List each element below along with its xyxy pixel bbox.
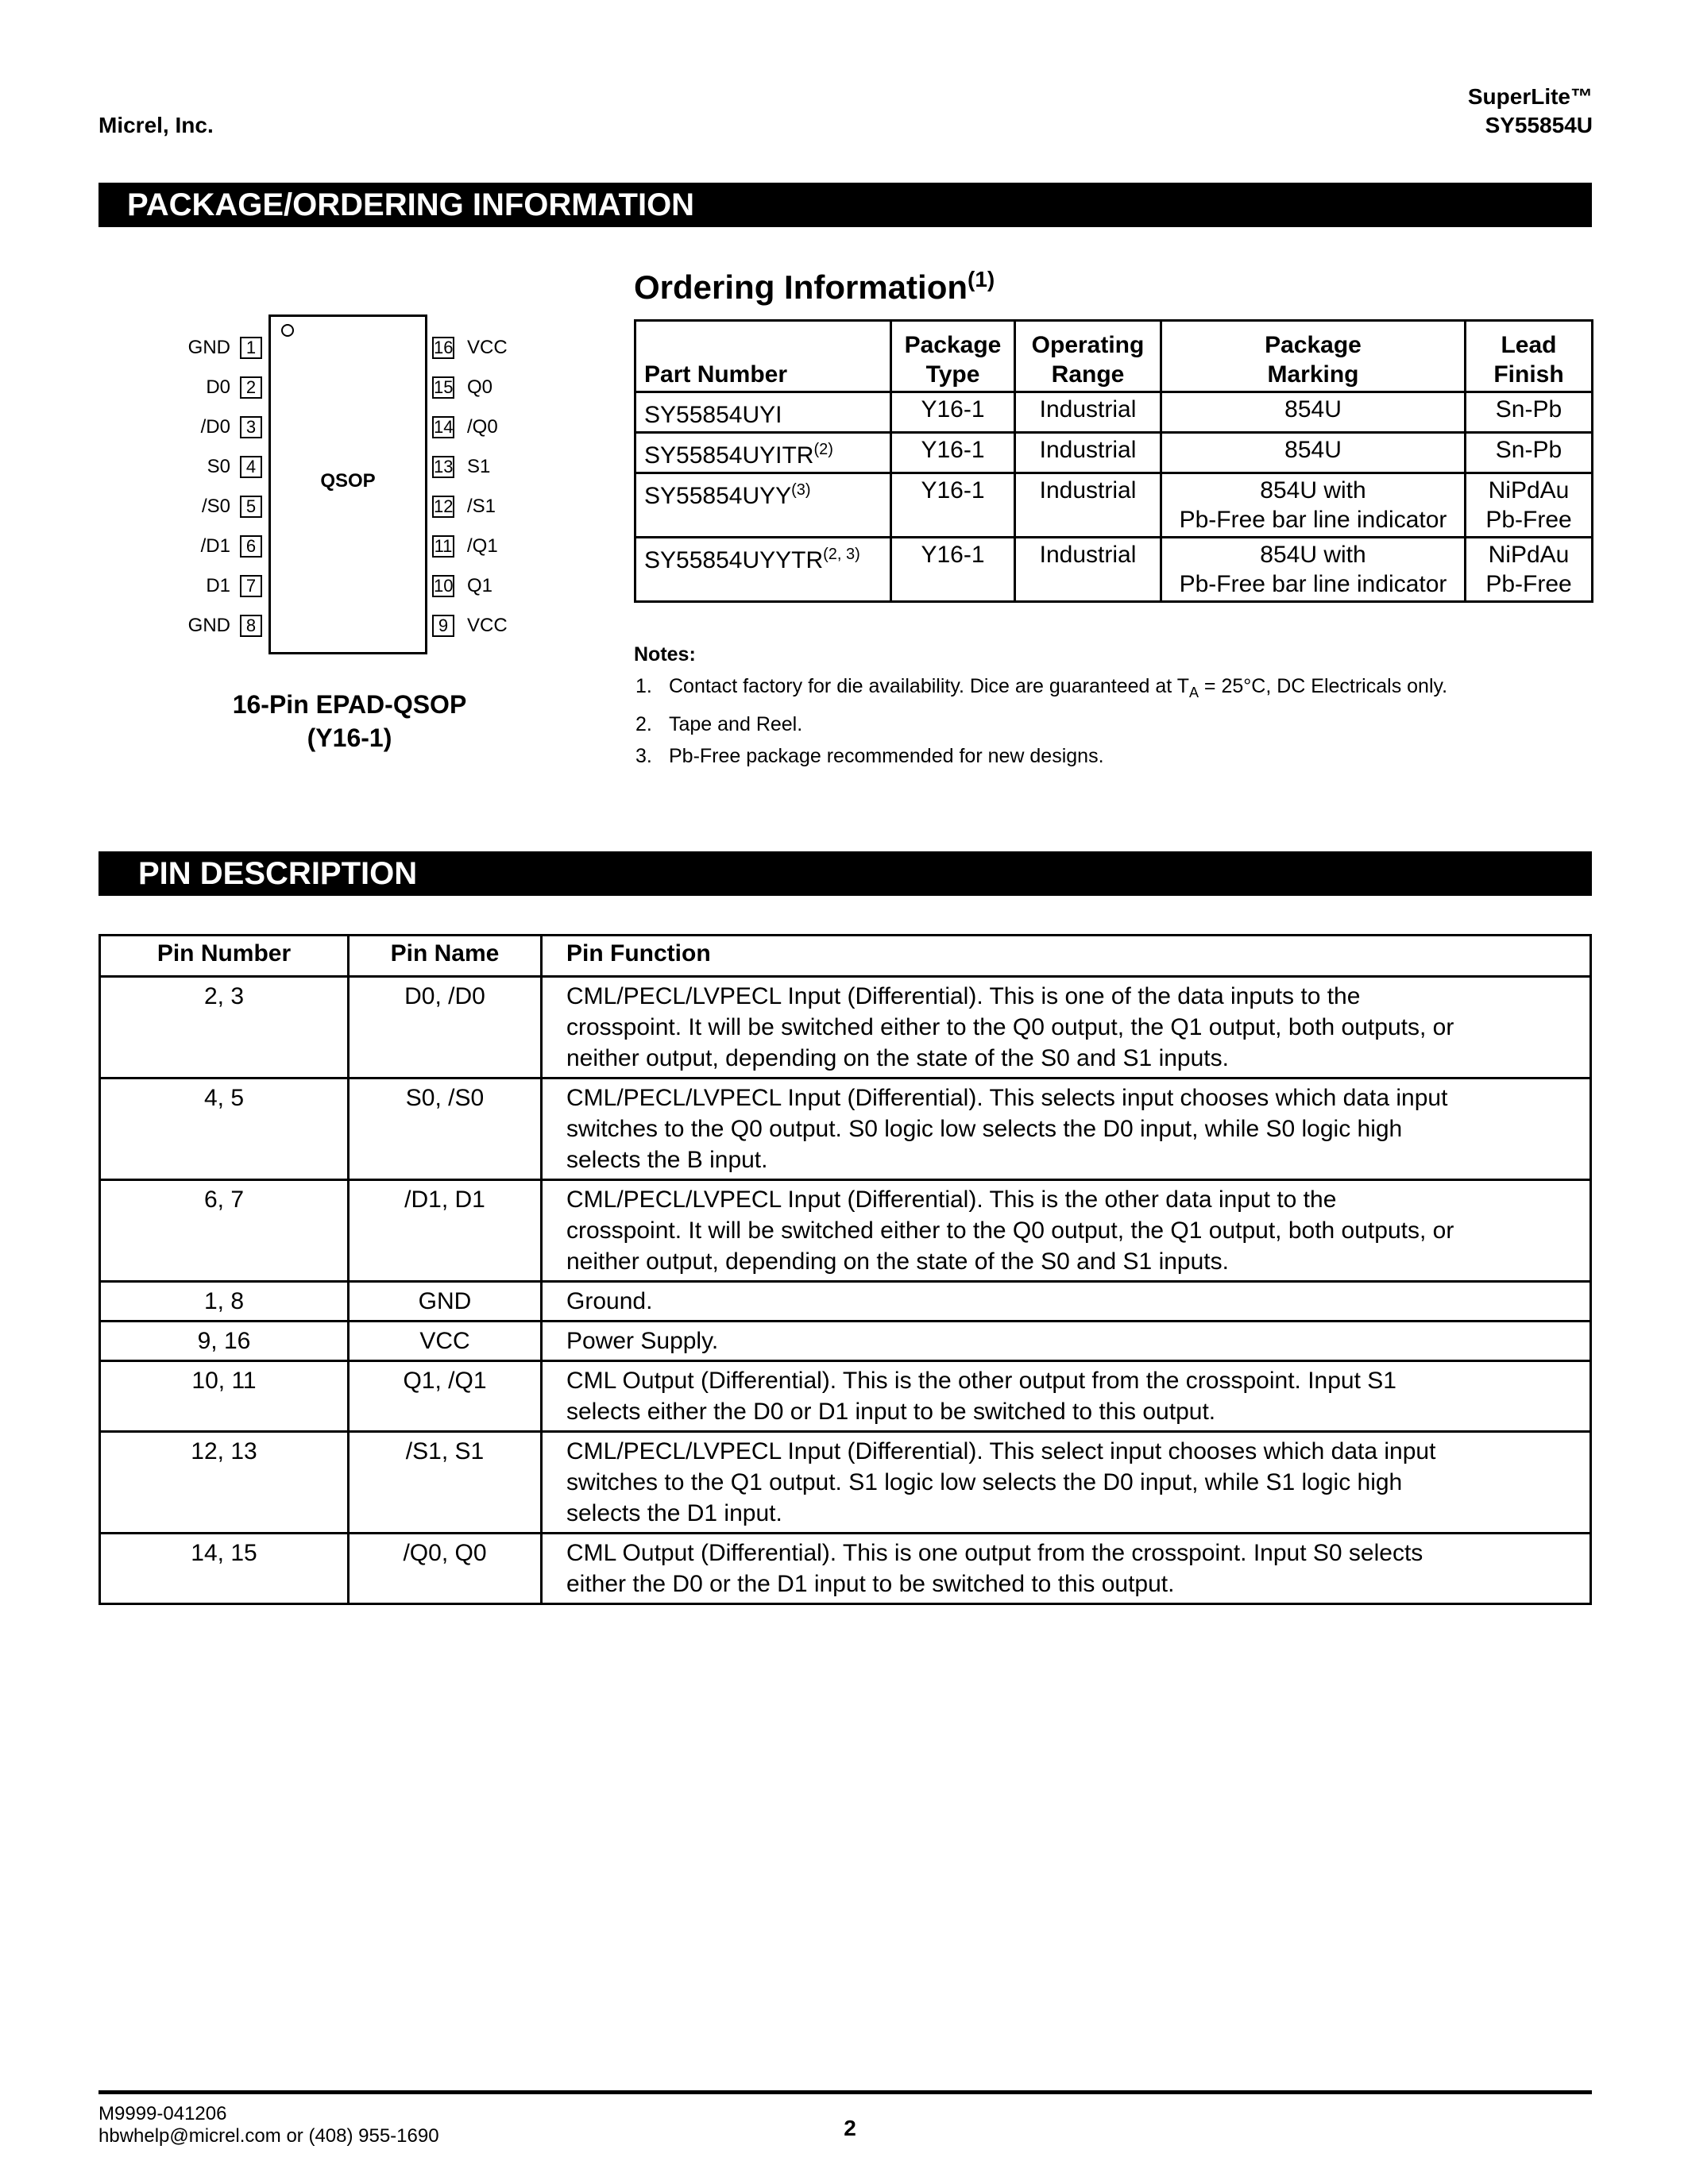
caption-line: (Y16-1) (307, 723, 392, 752)
type-cell: Y16-1 (891, 392, 1015, 433)
product-line: SuperLite™ (1467, 84, 1593, 109)
range-cell: Industrial (1015, 433, 1161, 473)
table-row (100, 1282, 1591, 1322)
marking-cell: 854U (1161, 433, 1466, 473)
caption-line: 16-Pin EPAD-QSOP (232, 690, 467, 719)
part-cell: SY55854UYYTR$^{(2, 3)}$ (635, 538, 891, 602)
table-row (100, 1322, 1591, 1361)
pin-name: VCC (467, 337, 508, 358)
pin-name-cell: S0, /S0 (349, 1078, 542, 1180)
col-pin-name: Pin Name (349, 936, 542, 977)
part-cell: SY55854UYI (635, 392, 891, 433)
col-pin-number: Pin Number (100, 936, 349, 977)
contact-info: hbwhelp@micrel.com or (408) 955-1690 (98, 2125, 439, 2147)
table-row (100, 1180, 1591, 1282)
pin-number-cell: 10, 11 (100, 1361, 349, 1432)
pin-number: 5 (240, 496, 262, 518)
pin-function-cell: CML/PECL/LVPECL Input (Differential). This selects input chooses which data input switches to the Q0 output. S0 logic low selects the D0 input, while S0 logic high selects the B input. (542, 1078, 1591, 1180)
finish-cell: Sn-Pb (1466, 392, 1593, 433)
footer-info (98, 2103, 439, 2147)
pin-name: S0 (207, 456, 230, 477)
pin-number: 13 (434, 457, 454, 477)
pin-function-cell: CML/PECL/LVPECL Input (Differential). This is the other data input to the crosspoint. It will be switched either to the Q0 output, the Q1 output, both outputs, or neither output, depending on the state of the S0 and S1 inputs. (542, 1180, 1591, 1282)
company-name: Micrel, Inc. (98, 113, 214, 137)
pin-function-cell: Power Supply. (542, 1322, 1591, 1361)
table-row (635, 433, 1593, 473)
pin-number-cell: 12, 13 (100, 1432, 349, 1534)
pin-function-cell: CML/PECL/LVPECL Input (Differential). This is one of the data inputs to the crosspoint. It will be switched either to the Q0 output, the Q1 output, both outputs, or neither output, depending on the state of the S0 and S1 inputs. (542, 977, 1591, 1078)
pin1-marker-icon (281, 324, 294, 337)
table-row (100, 1432, 1591, 1534)
pin-number: 15 (434, 377, 454, 397)
col-operating-range: Operating Range (1015, 321, 1161, 392)
finish-cell: NiPdAu Pb-Free (1466, 538, 1593, 602)
pin-number: 6 (240, 535, 262, 558)
pin-function-cell: Ground. (542, 1282, 1591, 1322)
pin-number: 7 (240, 575, 262, 597)
pin-name-cell: GND (349, 1282, 542, 1322)
section-heading-pins: PIN DESCRIPTION (98, 851, 1592, 896)
pin-name: Q0 (467, 376, 493, 398)
section-heading-package: PACKAGE/ORDERING INFORMATION (98, 183, 1592, 227)
table-row (635, 538, 1593, 602)
pin-name: D0 (206, 376, 230, 398)
pin-name: /D0 (200, 416, 230, 438)
pin-name: /Q0 (467, 416, 498, 438)
marking-cell: 854U (1161, 392, 1466, 433)
range-cell: Industrial (1015, 538, 1161, 602)
pin-number: 9 (432, 615, 454, 637)
pin-number: 1 (240, 337, 262, 359)
package-caption (191, 688, 508, 754)
pin-name: GND (187, 615, 230, 636)
col-pin-function: Pin Function (542, 936, 1591, 977)
pin-name: /D1 (200, 535, 230, 557)
page-number: 2 (844, 2116, 856, 2140)
col-package-marking: Package Marking (1161, 321, 1466, 392)
table-row (100, 977, 1591, 1078)
pin-number-cell: 2, 3 (100, 977, 349, 1078)
doc-number: M9999-041206 (98, 2103, 227, 2124)
pin-name: S1 (467, 456, 491, 477)
type-cell: Y16-1 (891, 538, 1015, 602)
finish-cell: NiPdAu Pb-Free (1466, 473, 1593, 538)
marking-cell: 854U with Pb-Free bar line indicator (1161, 538, 1466, 602)
table-row (100, 1534, 1591, 1604)
part-cell: SY55854UYY$^{(3)}$ (635, 473, 891, 538)
pin-name-cell: /D1, D1 (349, 1180, 542, 1282)
pin-function-cell: CML Output (Differential). This is one output from the crosspoint. Input S0 selects either the D0 or the D1 input to be switched to this output. (542, 1534, 1591, 1604)
ordering-title-text: Ordering Information (634, 268, 968, 306)
range-cell: Industrial (1015, 392, 1161, 433)
pin-number-cell: 4, 5 (100, 1078, 349, 1180)
header-product (1468, 83, 1593, 140)
pin-number: 12 (434, 496, 454, 516)
type-cell: Y16-1 (891, 433, 1015, 473)
type-cell: Y16-1 (891, 473, 1015, 538)
notes-title: Notes: (634, 643, 696, 666)
pin-number: 14 (434, 417, 454, 437)
pin-description-table (98, 934, 1592, 1605)
pin-name-cell: /Q0, Q0 (349, 1534, 542, 1604)
marking-cell: 854U with Pb-Free bar line indicator (1161, 473, 1466, 538)
pin-number: 16 (434, 338, 454, 357)
pin-name: /S0 (201, 496, 230, 517)
pin-number-cell: 14, 15 (100, 1534, 349, 1604)
note-item: 1. Contact factory for die availability. Dice are guaranteed at $T_A = 25^\circ C$, DC Electricals only. (635, 675, 1448, 700)
table-row (635, 473, 1593, 538)
pin-name: /S1 (467, 496, 496, 517)
note-item: 3. Pb-Free package recommended for new designs. (635, 745, 1104, 767)
ordering-title (634, 267, 995, 307)
pin-name-cell: /S1, S1 (349, 1432, 542, 1534)
table-row (635, 392, 1593, 433)
note-item: 2. Tape and Reel. (635, 713, 803, 735)
pin-name: /Q1 (467, 535, 498, 557)
pin-name-cell: Q1, /Q1 (349, 1361, 542, 1432)
part-cell: SY55854UYITR$^{(2)}$ (635, 433, 891, 473)
pin-function-cell: CML/PECL/LVPECL Input (Differential). This select input chooses which data input switches to the Q1 output. S1 logic low selects the D0 input, while S1 logic high selects the D1 input. (542, 1432, 1591, 1534)
finish-cell: Sn-Pb (1466, 433, 1593, 473)
pin-name: GND (187, 337, 230, 358)
col-lead-finish: Lead Finish (1466, 321, 1593, 392)
pin-number: 4 (240, 456, 262, 478)
pin-number: 10 (434, 576, 454, 596)
table-row (100, 1361, 1591, 1432)
range-cell: Industrial (1015, 473, 1161, 538)
col-package-type: Package Type (891, 321, 1015, 392)
pin-function-cell: CML Output (Differential). This is the other output from the crosspoint. Input S1 selects either the D0 or D1 input to be switched to this output. (542, 1361, 1591, 1432)
pin-number: 2 (240, 376, 262, 399)
pins-header-row (100, 936, 1591, 977)
ordering-table (634, 319, 1593, 603)
pin-name: Q1 (467, 575, 493, 596)
pin-number: 3 (240, 416, 262, 438)
pin-name: VCC (467, 615, 508, 636)
pin-number: 11 (432, 535, 454, 558)
table-row (100, 1078, 1591, 1180)
pin-number-cell: 6, 7 (100, 1180, 349, 1282)
pin-name-cell: VCC (349, 1322, 542, 1361)
ordering-header-row (635, 321, 1593, 392)
pin-name-cell: D0, /D0 (349, 977, 542, 1078)
chip-label: QSOP (320, 470, 376, 492)
footer-rule (98, 2090, 1592, 2094)
ordering-notes (634, 639, 1447, 772)
pin-number: 8 (240, 615, 262, 637)
pin-name: D1 (206, 575, 230, 596)
ordering-title-note: (1) (968, 267, 995, 291)
pin-number-cell: 9, 16 (100, 1322, 349, 1361)
part-number: SY55854U (1485, 113, 1593, 137)
col-part-number: Part Number (635, 321, 891, 392)
pin-number-cell: 1, 8 (100, 1282, 349, 1322)
